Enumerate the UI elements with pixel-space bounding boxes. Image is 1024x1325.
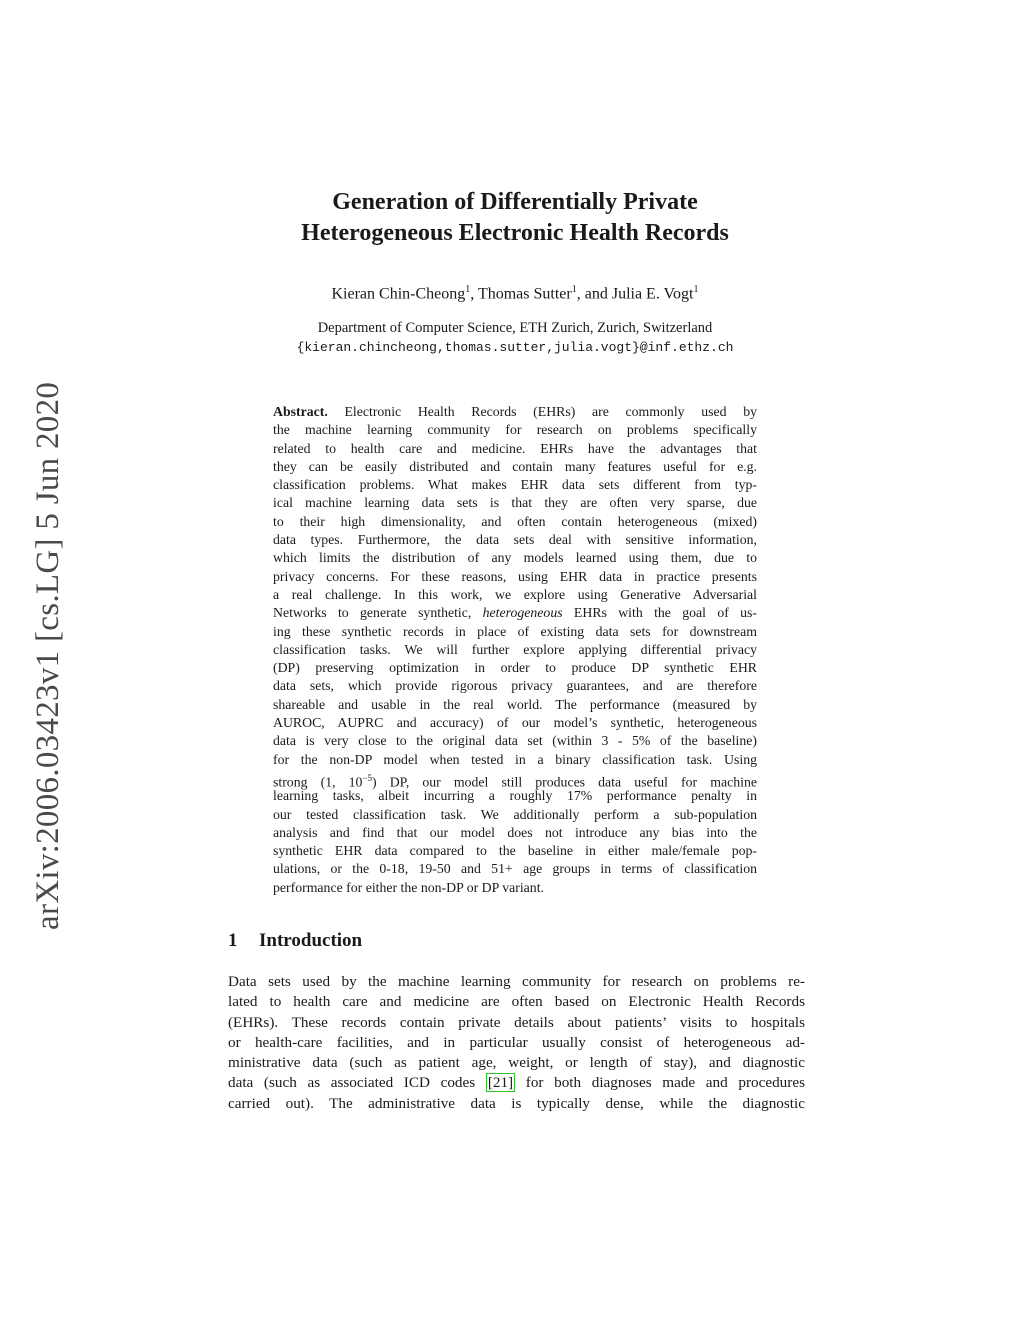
- body-text: for both diagnoses made and procedures: [515, 1074, 805, 1092]
- body-line: lated to health care and medicine are often based on Electronic Health Records: [228, 993, 805, 1011]
- abstract-line: performance for either the non-DP or DP variant.: [273, 879, 544, 895]
- abstract-line: data types. Furthermore, the data sets deal with sensitive information,: [273, 532, 757, 548]
- introduction-body: [228, 972, 805, 1114]
- abstract-line: data is very close to the original data set (within 3 - 5% of the baseline): [273, 733, 757, 749]
- abstract-line: for the non-DP model when tested in a binary classification task. Using: [273, 751, 757, 767]
- abstract-line: analysis and find that our model does not introduce any bias into the: [273, 824, 757, 840]
- abstract-line: which limits the distribution of any models learned using them, due to: [273, 550, 757, 566]
- abstract-line: related to health care and medicine. EHRs have the advantages that: [273, 440, 757, 456]
- author-affil-marker: 1: [571, 284, 577, 295]
- body-line: ministrative data (such as patient age, weight, or length of stay), and diagnostic: [228, 1054, 805, 1072]
- body-line: (EHRs). These records contain private details about patients’ visits to hospitals: [228, 1013, 805, 1031]
- abstract-line: ulations, or the 0-18, 19-50 and 51+ age groups in terms of classification: [273, 861, 757, 877]
- abstract: [273, 403, 757, 897]
- abstract-line: synthetic EHR data compared to the baseline in either male/female pop-: [273, 843, 757, 859]
- abstract-line: they can be easily distributed and contain many features useful for e.g.: [273, 458, 757, 474]
- abstract-line: [273, 604, 757, 622]
- section-number: 1: [228, 930, 238, 951]
- paper-title: [180, 187, 850, 249]
- abstract-text: ) DP, our model still produces data useful for machine: [372, 774, 757, 790]
- abstract-line: ing these synthetic records in place of existing data sets for downstream: [273, 623, 757, 639]
- title-line-2: Heterogeneous Electronic Health Records: [301, 220, 729, 246]
- body-line: carried out). The administrative data is typically dense, while the diagnostic: [228, 1094, 805, 1112]
- affiliation: [180, 318, 850, 358]
- title-line-1: Generation of Differentially Private: [332, 189, 698, 215]
- abstract-line: a real challenge. In this work, we explore using Generative Adversarial: [273, 586, 757, 602]
- abstract-line: learning tasks, albeit incurring a roughly 17% performance penalty in: [273, 788, 757, 804]
- citation-link[interactable]: [21]: [487, 1074, 514, 1092]
- section-heading: [228, 930, 362, 952]
- abstract-line: data sets, which provide rigorous privacy guarantees, and are therefore: [273, 678, 757, 694]
- author-list: [180, 284, 850, 303]
- abstract-line: AUROC, AUPRC and accuracy) of our model’s synthetic, heterogeneous: [273, 715, 757, 731]
- author-name: Kieran Chin-Cheong: [331, 285, 466, 303]
- affiliation-department: Department of Computer Science, ETH Zurich, Zurich, Switzerland: [317, 320, 713, 336]
- body-line: or health-care facilities, and in particular usually consist of heterogeneous ad-: [228, 1033, 805, 1051]
- author-emails: {kieran.chincheong,thomas.sutter,julia.vogt}@inf.ethz.ch: [296, 340, 734, 355]
- abstract-line: shareable and usable in the real world. The performance (measured by: [273, 696, 757, 712]
- abstract-line: our tested classification task. We additionally perform a sub-population: [273, 806, 757, 822]
- abstract-line: classification tasks. We will further explore applying differential privacy: [273, 641, 757, 657]
- author-name: , Thomas Sutter: [470, 285, 572, 303]
- section-title: Introduction: [259, 930, 363, 951]
- abstract-line: classification problems. What makes EHR data sets different from typ-: [273, 477, 757, 493]
- abstract-label: Abstract.: [273, 404, 328, 419]
- body-line: Data sets used by the machine learning community for research on problems re-: [228, 973, 805, 990]
- abstract-emphasis: heterogeneous: [482, 605, 563, 621]
- author-name: , and Julia E. Vogt: [576, 285, 694, 303]
- abstract-superscript: −5: [362, 772, 373, 783]
- abstract-line: to their high dimensionality, and often contain heterogeneous (mixed): [273, 513, 757, 529]
- abstract-text: EHRs with the goal of us-: [562, 605, 758, 621]
- abstract-line: ical machine learning data sets is that they are often very sparse, due: [273, 495, 757, 511]
- abstract-line: the machine learning community for research on problems specifically: [273, 422, 757, 438]
- abstract-line: [273, 769, 757, 790]
- abstract-line: privacy concerns. For these reasons, using EHR data in practice presents: [273, 568, 757, 584]
- abstract-line: [273, 403, 757, 421]
- body-text: data (such as associated ICD codes: [228, 1074, 486, 1092]
- abstract-text: strong (1, 10: [273, 774, 363, 790]
- arxiv-identifier: arXiv:2006.03423v1 [cs.LG] 5 Jun 2020: [30, 381, 66, 930]
- author-affil-marker: 1: [465, 284, 471, 295]
- abstract-text: Electronic Health Records (EHRs) are commonly used by: [327, 404, 757, 419]
- author-affil-marker: 1: [693, 284, 699, 295]
- body-line: [228, 1073, 805, 1093]
- abstract-line: (DP) preserving optimization in order to produce DP synthetic EHR: [273, 660, 757, 676]
- abstract-text: Networks to generate synthetic,: [273, 605, 483, 621]
